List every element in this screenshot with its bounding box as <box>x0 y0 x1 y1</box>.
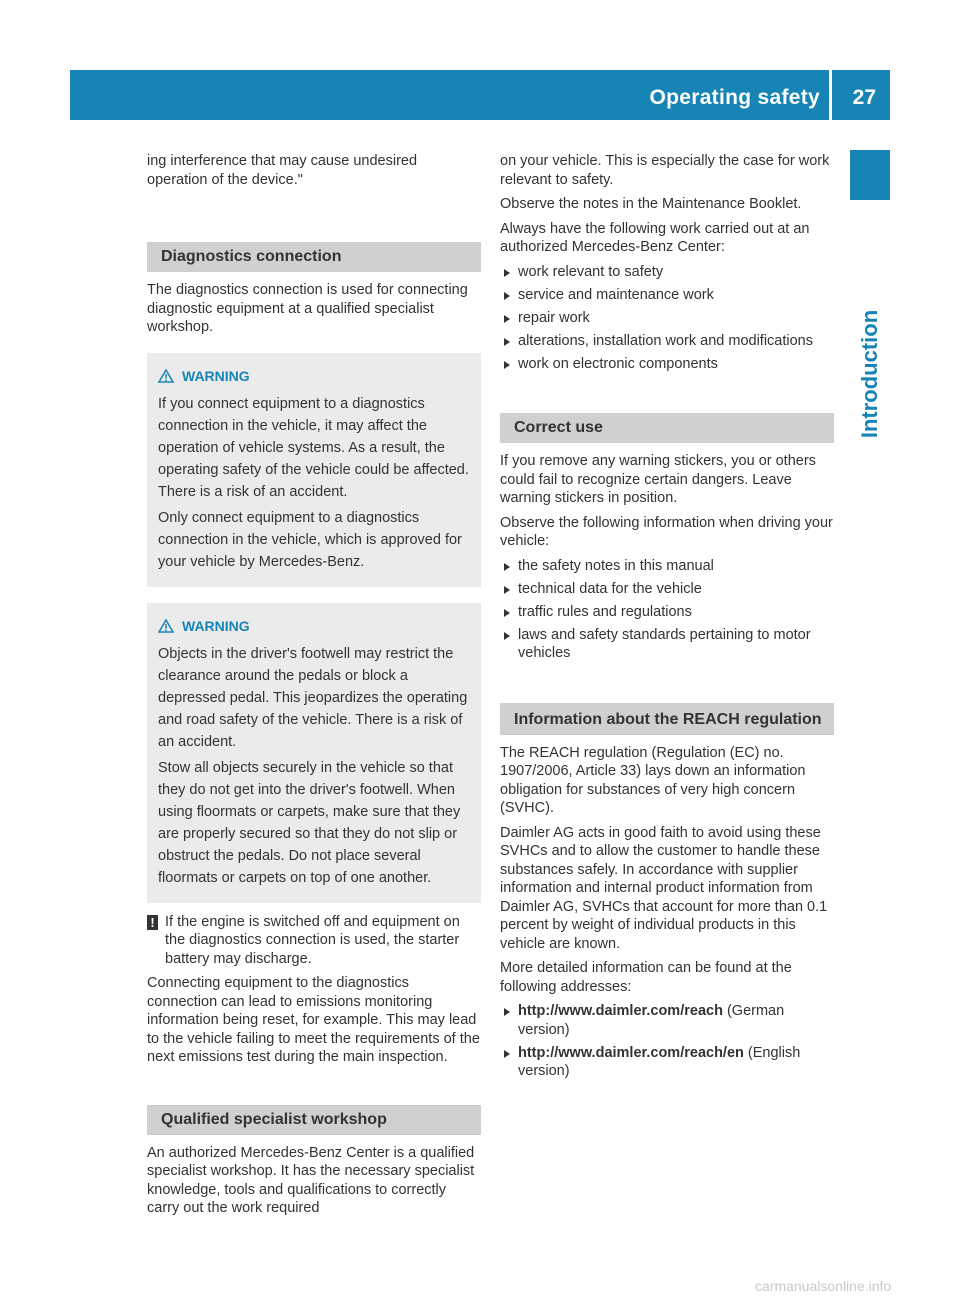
header-divider <box>829 70 832 120</box>
warning-text: If you connect equipment to a diagnostics connection in the vehicle, it may affect the operation of vehicle systems. As a result, the operating safety of the vehicle could be affected. There is a risk of an accident. <box>158 395 469 500</box>
list-item: work relevant to safety <box>500 263 834 282</box>
bullet-icon <box>504 315 510 323</box>
warning-triangle-icon <box>158 369 174 383</box>
reach-link-german[interactable]: http://www.daimler.com/reach <box>518 1003 723 1019</box>
bullet-icon <box>504 1008 510 1016</box>
reach-text: More detailed information can be found at the following addresses: <box>500 960 792 995</box>
section-heading-reach: Information about the REACH regulation <box>500 703 834 735</box>
note-text: If the engine is switched off and equipment on the diagnostics connection is used, the starter battery may discharge. <box>165 913 460 967</box>
emissions-text: Connecting equipment to the diagnostics connection can lead to emissions monitoring information being reset, for example. This may lead to the vehicle failing to meet the requirements of the next emissions test during the main inspection. <box>147 975 480 1065</box>
list-item: repair work <box>500 309 834 328</box>
header-bar <box>70 70 890 120</box>
section-heading-qualified: Qualified specialist workshop <box>147 1105 481 1135</box>
warning-text: Only connect equipment to a diagnostics connection in the vehicle, which is approved for your vehicle by Mercedes-Benz. <box>158 509 462 570</box>
chapter-label: Introduction <box>857 309 882 439</box>
bullet-icon <box>504 609 510 617</box>
diagnostics-text: The diagnostics connection is used for connecting diagnostic equipment at a qualified specialist workshop. <box>147 282 468 335</box>
right-column <box>500 152 834 1087</box>
warning-label: WARNING <box>182 367 250 384</box>
always-text: Always have the following work carried out at an authorized Mercedes-Benz Center: <box>500 220 810 255</box>
list-item: laws and safety standards pertaining to motor vehicles <box>500 626 834 663</box>
warning-text: Stow all objects securely in the vehicle so that they do not get into the driver's footwell. When using floormats or carpets, make sure that they are properly secured so that they do not slip or obstruct the pedals. Do not place several floormats or carpets on top of one another. <box>158 759 461 886</box>
correct-use-text: Observe the following information when driving your vehicle: <box>500 514 833 549</box>
intro-text: ing interference that may cause undesired operation of the device." <box>147 153 418 188</box>
list-item: traffic rules and regulations <box>500 603 834 622</box>
bullet-icon <box>504 338 510 346</box>
work-list <box>500 263 834 374</box>
warning-label: WARNING <box>182 617 250 634</box>
page-title: Operating safety <box>649 86 820 109</box>
list-item: http://www.daimler.com/reach/en (English version) <box>500 1044 834 1081</box>
watermark: carmanualsonline.info <box>755 1278 892 1294</box>
warning-title <box>158 365 470 387</box>
warning-box-diagnostics <box>147 353 481 587</box>
left-column <box>147 152 481 1224</box>
reach-links <box>500 1002 834 1081</box>
list-item: alterations, installation work and modifications <box>500 332 834 351</box>
list-item: the safety notes in this manual <box>500 557 834 576</box>
section-heading-correct-use: Correct use <box>500 413 834 443</box>
note-battery <box>147 913 481 969</box>
bullet-icon <box>504 361 510 369</box>
chapter-tab <box>850 150 890 200</box>
warning-title <box>158 615 470 637</box>
bullet-icon <box>504 1050 510 1058</box>
warning-triangle-icon <box>158 619 174 633</box>
bullet-icon <box>504 586 510 594</box>
list-item: service and maintenance work <box>500 286 834 305</box>
bullet-icon <box>504 563 510 571</box>
correct-use-text: If you remove any warning stickers, you or others could fail to recognize certain dangers. Leave warning stickers in position. <box>500 453 816 506</box>
section-heading-diagnostics: Diagnostics connection <box>147 242 481 272</box>
bullet-icon <box>504 632 510 640</box>
reach-text: The REACH regulation (Regulation (EC) no. 1907/2006, Article 33) lays down an information obligation for substances of very high concern (SVHC). <box>500 744 806 816</box>
continued-text: on your vehicle. This is especially the case for work relevant to safety. <box>500 153 830 188</box>
page-number: 27 <box>852 86 876 109</box>
list-item: technical data for the vehicle <box>500 580 834 599</box>
exclamation-icon: ! <box>147 915 158 930</box>
qualified-text: An authorized Mercedes-Benz Center is a qualified specialist workshop. It has the necessary specialist knowledge, tools and qualifications to correctly carry out the work required <box>147 1144 475 1216</box>
bullet-icon <box>504 269 510 277</box>
correct-use-list <box>500 557 834 663</box>
reach-text: Daimler AG acts in good faith to avoid using these SVHCs and to allow the customer to handle these substances safely. In accordance with supplier information and internal product information from Daimler AG, SVHCs that account for more than 0.1 percent by weight of individual products in this vehicle are known. <box>500 824 828 952</box>
warning-text: Objects in the driver's footwell may restrict the clearance around the pedals or block a depressed pedal. This jeopardizes the operating and road safety of the vehicle. There is a risk of an accident. <box>158 645 468 750</box>
reach-link-english[interactable]: http://www.daimler.com/reach/en <box>518 1044 744 1061</box>
bullet-icon <box>504 292 510 300</box>
warning-box-footwell <box>147 603 481 903</box>
maintenance-text: Observe the notes in the Maintenance Booklet. <box>500 196 802 212</box>
list-item: http://www.daimler.com/reach (German version) <box>500 1002 834 1039</box>
list-item: work on electronic components <box>500 355 834 374</box>
